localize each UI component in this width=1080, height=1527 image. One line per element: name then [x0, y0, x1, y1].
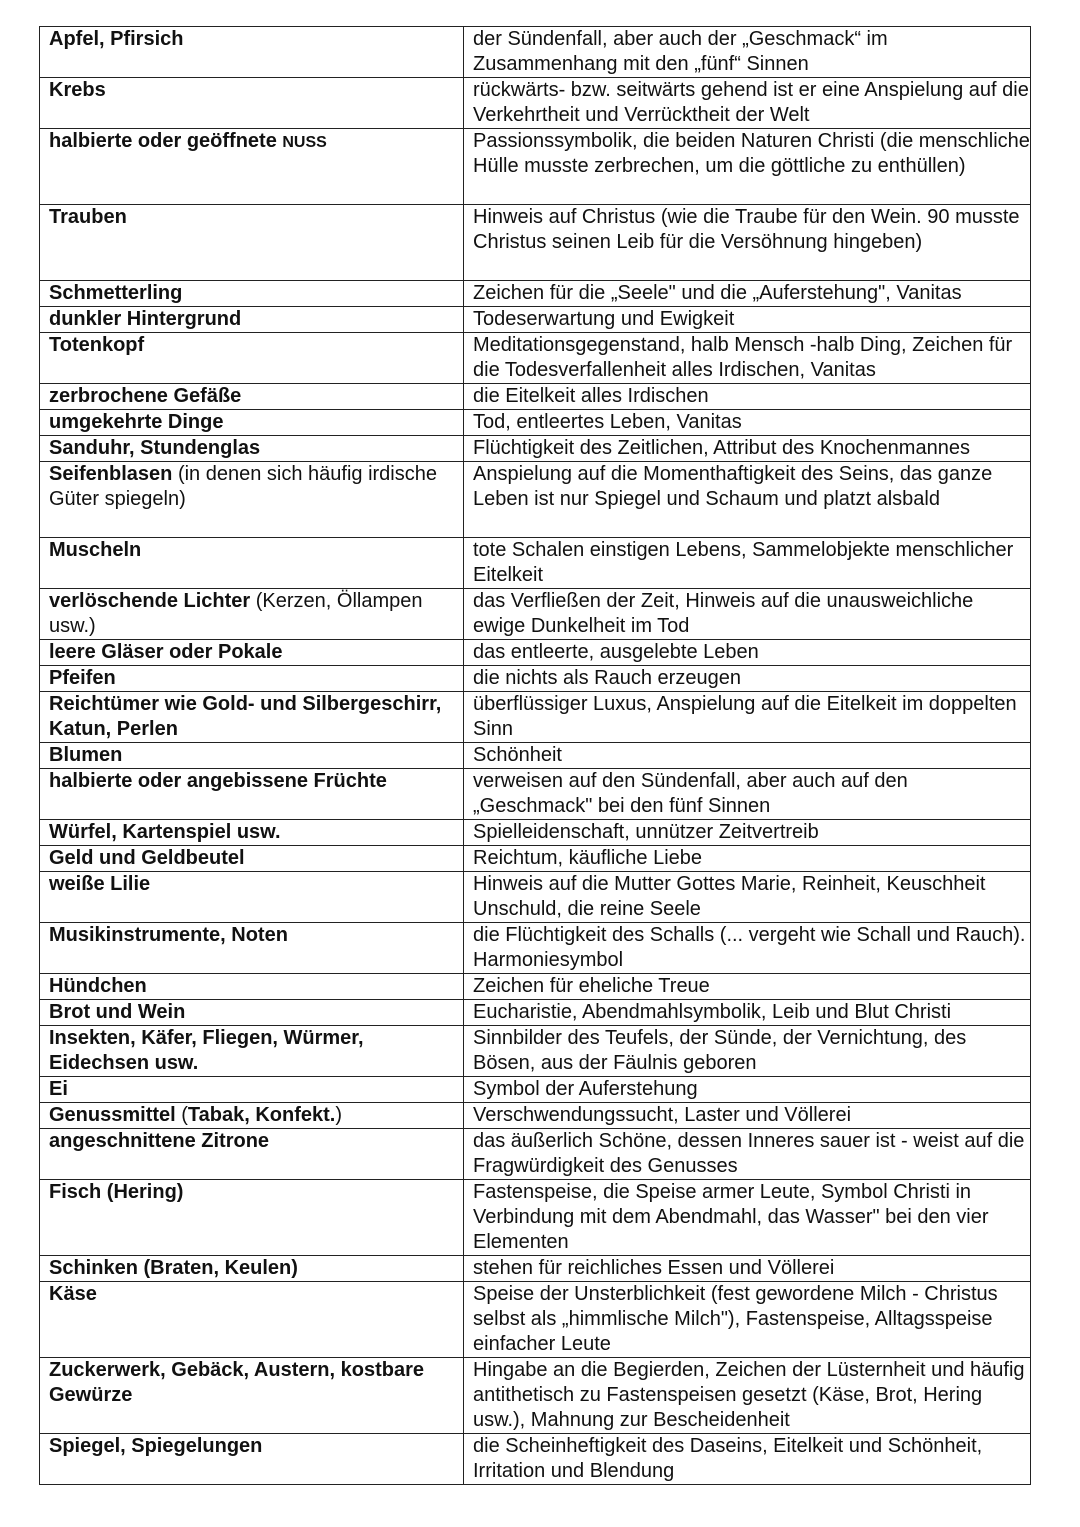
- term-text: Spiegel, Spiegelungen: [49, 1435, 263, 1457]
- term-text: zerbrochene Gefäße: [49, 385, 242, 407]
- term-cell: [40, 1129, 464, 1180]
- table-row: [40, 872, 1031, 923]
- term-cell: [40, 307, 464, 333]
- term-cell: [40, 538, 464, 589]
- meaning-cell: Meditationsgegenstand, halb Mensch -halb Ding, Zeichen für die Todesverfallenheit alles Irdischen, Vanitas: [464, 333, 1031, 384]
- meaning-cell: Passionssymbolik, die beiden Naturen Christi (die menschliche Hülle musste zerbrechen, um die göttliche zu enthüllen): [464, 129, 1031, 205]
- term-text: Musikinstrumente, Noten: [49, 924, 288, 946]
- meaning-cell: Sinnbilder des Teufels, der Sünde, der Vernichtung, des Bösen, aus der Fäulnis geboren: [464, 1026, 1031, 1077]
- table-row: [40, 666, 1031, 692]
- table-row: [40, 1129, 1031, 1180]
- term-cell: [40, 205, 464, 281]
- meaning-cell: Spielleidenschaft, unnützer Zeitvertreib: [464, 820, 1031, 846]
- table-row: [40, 281, 1031, 307]
- term-cell: [40, 743, 464, 769]
- meaning-cell: die Flüchtigkeit des Schalls (... vergeht wie Schall und Rauch). Harmoniesymbol: [464, 923, 1031, 974]
- table-row: [40, 436, 1031, 462]
- term-cell: [40, 410, 464, 436]
- table-row: [40, 743, 1031, 769]
- table-row: [40, 923, 1031, 974]
- meaning-cell: das äußerlich Schöne, dessen Inneres sauer ist - weist auf die Fragwürdigkeit des Genusses: [464, 1129, 1031, 1180]
- term-cell: [40, 589, 464, 640]
- meaning-cell: Reichtum, käufliche Liebe: [464, 846, 1031, 872]
- table-row: [40, 205, 1031, 281]
- term-text: Brot und Wein: [49, 1001, 186, 1023]
- table-row: [40, 27, 1031, 78]
- term-cell: [40, 129, 464, 205]
- table-row: [40, 78, 1031, 129]
- term-text: Ei: [49, 1078, 68, 1100]
- term-text: Blumen: [49, 744, 123, 766]
- table-row: [40, 462, 1031, 538]
- term-text: Geld und Geldbeutel: [49, 847, 245, 869]
- term-cell: [40, 692, 464, 743]
- term-cell: [40, 281, 464, 307]
- meaning-cell: Fastenspeise, die Speise armer Leute, Symbol Christi in Verbindung mit dem Abendmahl, das Wasser" bei den vier Elementen: [464, 1180, 1031, 1256]
- term-text-2: Tabak, Konfekt.: [187, 1104, 336, 1126]
- table-row: [40, 1180, 1031, 1256]
- meaning-cell: Hinweis auf die Mutter Gottes Marie, Reinheit, Keuschheit Unschuld, die reine Seele: [464, 872, 1031, 923]
- term-text: Sanduhr, Stundenglas: [49, 437, 261, 459]
- term-cell: [40, 1180, 464, 1256]
- meaning-cell: Speise der Unsterblichkeit (fest gewordene Milch - Christus selbst als „himmlische Milch"), Fastenspeise, Alltagsspeise einfacher Leute: [464, 1282, 1031, 1358]
- table-row: [40, 1026, 1031, 1077]
- table-row: [40, 307, 1031, 333]
- term-text: Seifenblasen: [49, 463, 173, 485]
- table-row: [40, 1077, 1031, 1103]
- meaning-cell: Symbol der Auferstehung: [464, 1077, 1031, 1103]
- table-row: [40, 1358, 1031, 1434]
- term-cell: [40, 1103, 464, 1129]
- table-row: [40, 846, 1031, 872]
- term-cell: [40, 436, 464, 462]
- term-cell: [40, 1256, 464, 1282]
- table-row: [40, 1256, 1031, 1282]
- meaning-cell: Tod, entleertes Leben, Vanitas: [464, 410, 1031, 436]
- term-text: Zuckerwerk, Gebäck, Austern, kostbare Gewürze: [49, 1359, 424, 1406]
- term-cell: [40, 820, 464, 846]
- term-text: halbierte oder angebissene Früchte: [49, 770, 387, 792]
- term-cell: [40, 872, 464, 923]
- term-note: (Kerzen, Öllampen usw.): [49, 590, 423, 637]
- meaning-cell: die nichts als Rauch erzeugen: [464, 666, 1031, 692]
- term-text: Schinken (Braten, Keulen): [49, 1257, 298, 1279]
- term-cell: [40, 27, 464, 78]
- term-cell: [40, 1282, 464, 1358]
- meaning-cell: überflüssiger Luxus, Anspielung auf die Eitelkeit im doppelten Sinn: [464, 692, 1031, 743]
- meaning-cell: Flüchtigkeit des Zeitlichen, Attribut des Knochenmannes: [464, 436, 1031, 462]
- term-cell: [40, 666, 464, 692]
- term-cell: [40, 1434, 464, 1485]
- term-cell: [40, 384, 464, 410]
- meaning-cell: die Eitelkeit alles Irdischen: [464, 384, 1031, 410]
- table-row: [40, 1103, 1031, 1129]
- term-cell: [40, 923, 464, 974]
- meaning-cell: Hinweis auf Christus (wie die Traube für den Wein. 90 musste Christus seinen Leib für die Versöhnung hingeben): [464, 205, 1031, 281]
- meaning-cell: Zeichen für die „Seele" und die „Auferstehung", Vanitas: [464, 281, 1031, 307]
- term-text: umgekehrte Dinge: [49, 411, 224, 433]
- meaning-cell: das entleerte, ausgelebte Leben: [464, 640, 1031, 666]
- term-text: halbierte oder geöffnete: [49, 130, 277, 152]
- meaning-cell: tote Schalen einstigen Lebens, Sammelobjekte menschlicher Eitelkeit: [464, 538, 1031, 589]
- table-row: [40, 384, 1031, 410]
- meaning-cell: Eucharistie, Abendmahlsymbolik, Leib und Blut Christi: [464, 1000, 1031, 1026]
- term-text: weiße Lilie: [49, 873, 151, 895]
- term-cell: [40, 1000, 464, 1026]
- symbol-table: [39, 26, 1031, 1485]
- meaning-cell: Todeserwartung und Ewigkeit: [464, 307, 1031, 333]
- table-row: [40, 589, 1031, 640]
- term-note-2: ): [335, 1104, 343, 1126]
- term-text: Apfel, Pfirsich: [49, 28, 184, 50]
- table-row: [40, 129, 1031, 205]
- meaning-cell: die Scheinheftigkeit des Daseins, Eitelkeit und Schönheit, Irritation und Blendung: [464, 1434, 1031, 1485]
- term-cell: [40, 462, 464, 538]
- table-row: [40, 820, 1031, 846]
- meaning-cell: verweisen auf den Sündenfall, aber auch auf den „Geschmack" bei den fünf Sinnen: [464, 769, 1031, 820]
- table-row: [40, 769, 1031, 820]
- term-text: angeschnittene Zitrone: [49, 1130, 270, 1152]
- meaning-cell: stehen für reichliches Essen und Völlerei: [464, 1256, 1031, 1282]
- term-text: Schmetterling: [49, 282, 183, 304]
- term-text: Würfel, Kartenspiel usw.: [49, 821, 281, 843]
- meaning-cell: rückwärts- bzw. seitwärts gehend ist er eine Anspielung auf die Verkehrtheit und Verrücktheit der Welt: [464, 78, 1031, 129]
- term-note: (in denen sich häufig irdische Güter spiegeln): [49, 463, 437, 510]
- term-cell: [40, 846, 464, 872]
- term-text: Pfeifen: [49, 667, 116, 689]
- table-row: [40, 1282, 1031, 1358]
- term-text: Hündchen: [49, 975, 147, 997]
- term-text: Reichtümer wie Gold- und Silbergeschirr, Katun, Perlen: [49, 693, 442, 740]
- term-text: Käse: [49, 1283, 97, 1305]
- term-text: Krebs: [49, 79, 106, 101]
- term-cell: [40, 78, 464, 129]
- meaning-cell: Anspielung auf die Momenthaftigkeit des Seins, das ganze Leben ist nur Spiegel und Schaum und platzt alsbald: [464, 462, 1031, 538]
- term-text: Insekten, Käfer, Fliegen, Würmer, Eidechsen usw.: [49, 1027, 364, 1074]
- table-row: [40, 640, 1031, 666]
- meaning-cell: Verschwendungssucht, Laster und Völlerei: [464, 1103, 1031, 1129]
- meaning-cell: Schönheit: [464, 743, 1031, 769]
- term-cell: [40, 769, 464, 820]
- table-row: [40, 333, 1031, 384]
- term-note: (: [175, 1104, 188, 1126]
- term-text: Totenkopf: [49, 334, 145, 356]
- term-text: leere Gläser oder Pokale: [49, 641, 283, 663]
- table-row: [40, 692, 1031, 743]
- table-row: [40, 974, 1031, 1000]
- term-cell: [40, 1077, 464, 1103]
- term-text: dunkler Hintergrund: [49, 308, 242, 330]
- meaning-cell: Hingabe an die Begierden, Zeichen der Lüsternheit und häufig antithetisch zu Fastenspeisen gesetzt (Käse, Brot, Hering usw.), Mahnung zur Bescheidenheit: [464, 1358, 1031, 1434]
- term-cell: [40, 974, 464, 1000]
- term-text: Genussmittel: [49, 1104, 176, 1126]
- term-cell: [40, 640, 464, 666]
- term-text: verlöschende Lichter: [49, 590, 251, 612]
- meaning-cell: Zeichen für eheliche Treue: [464, 974, 1031, 1000]
- table-row: [40, 538, 1031, 589]
- term-text: Trauben: [49, 206, 127, 228]
- table-row: [40, 1000, 1031, 1026]
- table-row: [40, 1434, 1031, 1485]
- meaning-cell: der Sündenfall, aber auch der „Geschmack“ im Zusammenhang mit den „fünf“ Sinnen: [464, 27, 1031, 78]
- term-cell: [40, 1026, 464, 1077]
- term-cell: [40, 333, 464, 384]
- term-small-caps: NUSS: [282, 134, 327, 151]
- term-text: Muscheln: [49, 539, 142, 561]
- term-cell: [40, 1358, 464, 1434]
- table-row: [40, 410, 1031, 436]
- meaning-cell: das Verfließen der Zeit, Hinweis auf die unausweichliche ewige Dunkelheit im Tod: [464, 589, 1031, 640]
- term-text: Fisch (Hering): [49, 1181, 184, 1203]
